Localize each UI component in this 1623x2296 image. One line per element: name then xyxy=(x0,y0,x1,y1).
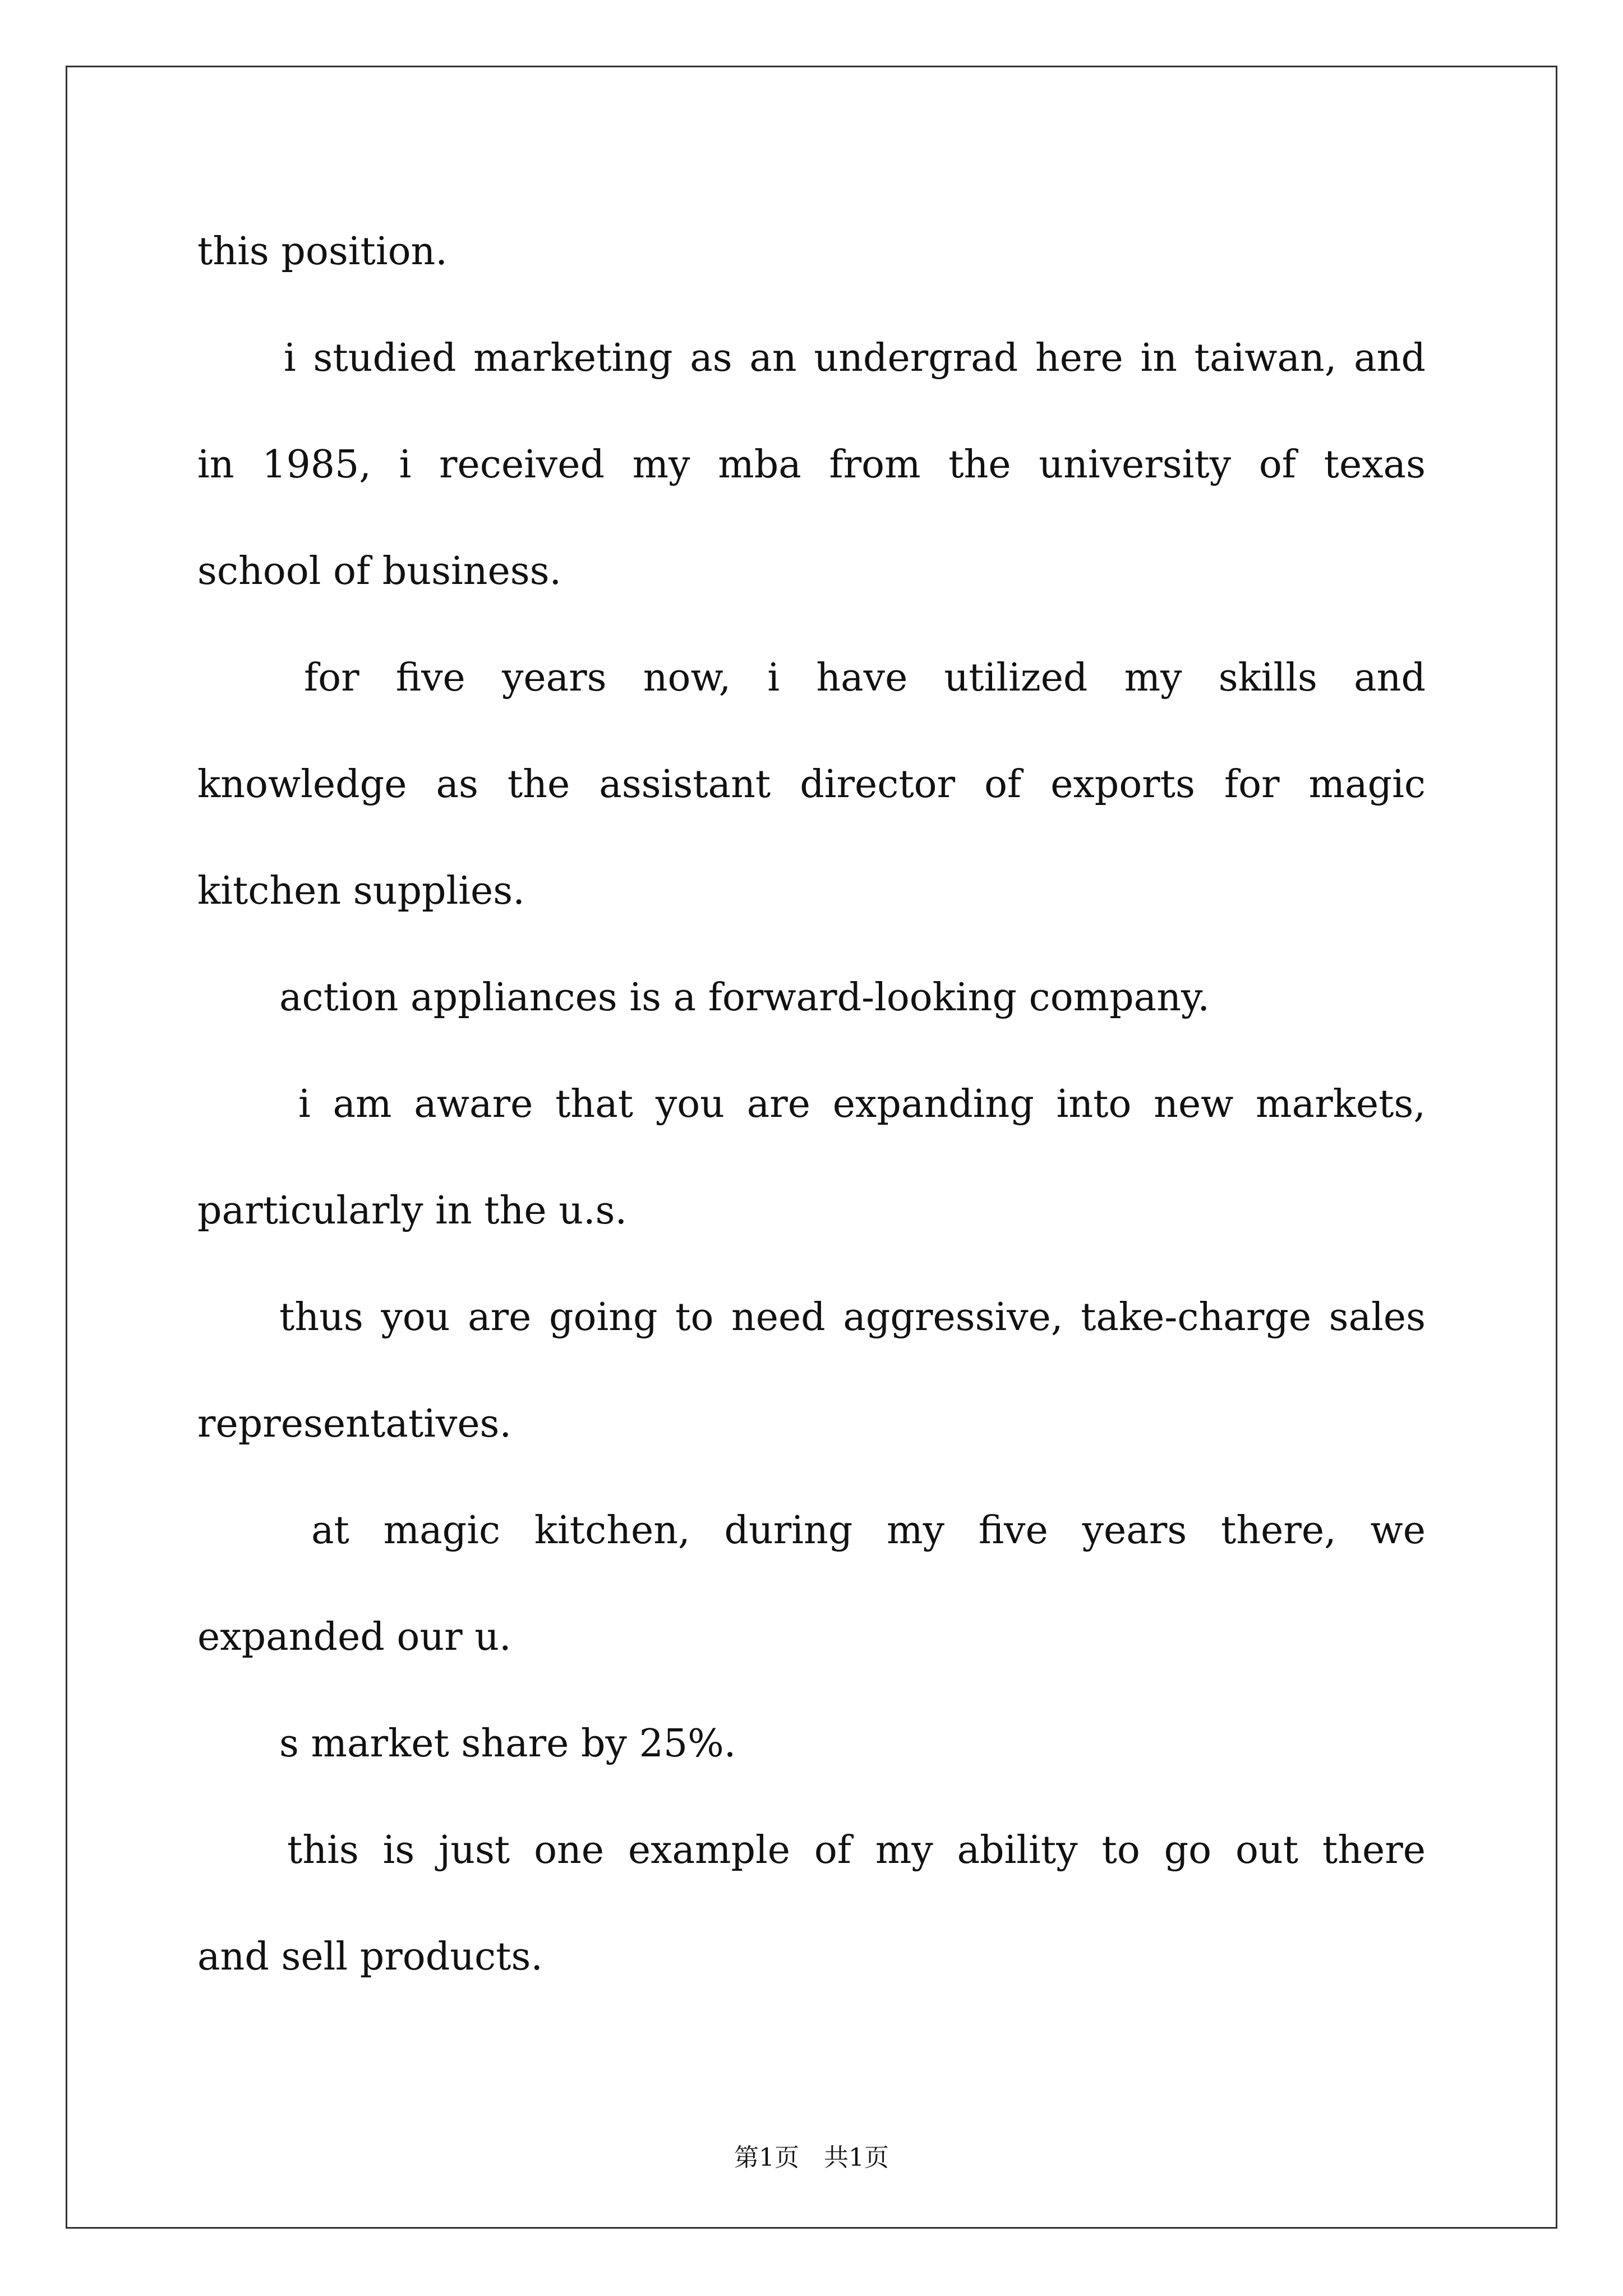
text-line: kitchen supplies. xyxy=(197,869,525,913)
text-line: this is just one example of my ability to go out there xyxy=(287,1828,1426,1872)
text-line: and sell products. xyxy=(197,1935,543,1979)
text-line: expanded our u. xyxy=(197,1615,511,1659)
text-line: i am aware that you are expanding into new markets, xyxy=(298,1082,1426,1126)
text-line: at magic kitchen, during my five years there, we xyxy=(311,1508,1426,1553)
text-line: thus you are going to need aggressive, take-charge sales xyxy=(279,1295,1426,1340)
text-line: particularly in the u.s. xyxy=(197,1189,628,1233)
text-line: i studied marketing as an undergrad here in taiwan, and xyxy=(284,336,1426,380)
text-line: s market share by 25%. xyxy=(279,1722,736,1766)
text-line: representatives. xyxy=(197,1402,512,1446)
page-border xyxy=(66,66,1557,2229)
text-line: in 1985, i received my mba from the university of texas xyxy=(197,443,1426,487)
page-number-footer: 第1页 共1页 xyxy=(734,2143,889,2172)
text-line: this position. xyxy=(197,229,448,274)
text-line: school of business. xyxy=(197,549,562,593)
text-line: for five years now, i have utilized my skills and xyxy=(304,656,1426,700)
text-line: knowledge as the assistant director of exports for magic xyxy=(197,762,1426,807)
text-line: action appliances is a forward-looking company. xyxy=(279,976,1210,1020)
